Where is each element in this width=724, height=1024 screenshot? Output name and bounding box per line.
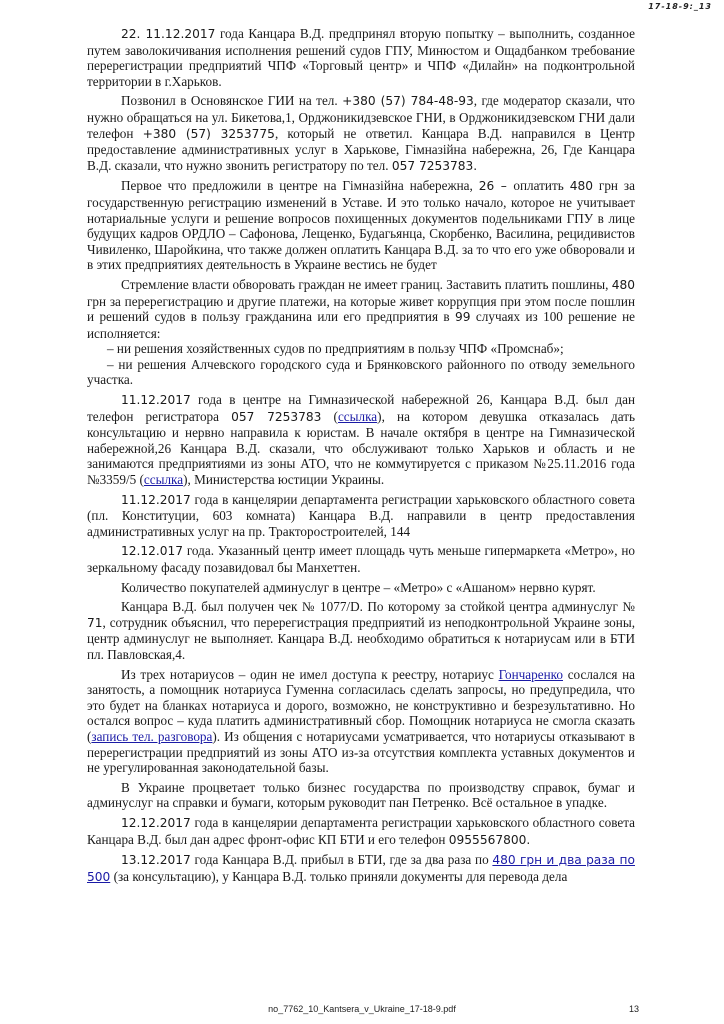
paragraph-phone-calls: Позвонил в Основянское ГИИ на тел. +380 (57) 784-48-93, где модератор сказали, что нужно обращаться на ул. Бикетова,1, Орджоникидзевское ГНИ, в Орджоникидзевском ГНИ дали телефон +380 (57) 3253775, который не ответил. Канцара В.Д. направился в Центр предоставление административных услуг в Харькове, Гімназійна набережна, 26, Где Канцара В.Д. сказали, что нужно звонить регистратору по тел. 057 7253783. [87, 93, 635, 173]
list-item: – ни решения Алчевского городского суда и Брянковского районного по отводу земельного участка. [87, 356, 635, 388]
paragraph-chancellery: 11.12.2017 года в канцелярии департамента регистрации харьковского областного совета (пл. Конституции, 603 комната) Канцара В.Д. направили в центр предоставления административных услуг на пр. Тракторостроителей, 144 [87, 491, 635, 539]
date-text: 22. 11.12.2017 [121, 27, 216, 41]
paragraph-notaries: Из трех нотариусов – один не имел доступа к реестру, нотариус Гончаренко сослался на занятость, а помощник нотариуса Гуменна согласилась сделать запросы, но предупредила, что это будет на бланках нотариуса и дорого, возможно, не конструктивно и безрезультативно. Но остался вопрос – куда платить административный сбор. Помощник нотариуса не смогла сказать (запись тел. разговора). Из общения с нотариусами усматривается, что нотариусы отказывают в перерегистрации предприятий из зоны АТО из-за отсутствия комплекта уставных документов и не урегулированная законодательной базы. [87, 666, 636, 776]
reference-link[interactable]: ссылка [337, 408, 378, 424]
paragraph-22: 22. 11.12.2017 года Канцара В.Д. предпринял вторую попытку – выполнить, созданное путем заволокичивания исполнения решений судов ГПУ, Минюстом и Ощадбанком требование перерегистрации предприятий ЧПФ «Торговый центр» и ЧПФ «Дилайн» на подконтрольной территории в г.Харьков. [87, 26, 635, 89]
reference-link-order[interactable]: ссылка [143, 472, 184, 488]
phone-number: +380 (57) 784-48-93 [342, 94, 474, 109]
footer-filename: no_7762_10_Kantsera_v_Ukraine_17-18-9.pdf [268, 1004, 456, 1014]
phone-record-link[interactable]: запись тел. разговора [91, 728, 213, 744]
paragraph-first-offer: Первое что предложили в центре на Гімназійна набережна, 26 – оплатить 480 грн за государственную регистрацию изменений в Уставе. И это только начало, которое не учитывает нотариальные услуги и решение вопросов похищенных документов подельниками ГПУ в лице будущих кадров ОРДЛО – Сафонова, Лещенко, Будагьянца, Скорбенко, Василина, рецидивистов Чивиленко, Шаройкина, что также должен оплатить Канцара В.Д. за то что его уже обворовали и в этих предприятиях деятельность в Украине вестись не будет [87, 178, 635, 273]
phone-number: 057 7253783. [391, 158, 478, 173]
paragraph-center: 12.12.017 года. Указанный центр имеет площадь чуть меньше гипермаркета «Метро», но зеркальному фасаду позавидовал бы Манхеттен. [87, 543, 635, 575]
fee-link[interactable]: 480 грн и два раза по 500 [87, 853, 635, 884]
list-item: – ни решения хозяйственных судов по предприятиям в пользу ЧПФ «Промснаб»; [107, 341, 564, 357]
paragraph-bti-address: 12.12.2017 года в канцелярии департамента регистрации харьковского областного совета Канцара В.Д. был дан адрес фронт-офис КП БТИ и его телефон 0955567800. [87, 814, 635, 847]
paragraph-receipt: Канцара В.Д. был получен чек № 1077/D. По которому за стойкой центра админуслуг № 71, сотрудник объяснил, что перерегистрация предприятий из неподконтрольной Украине зоны, центр админуслуг не выполняет. Канцара В.Д. необходимо обратиться к нотариусам или в БТИ пл. Павловская,4. [87, 599, 635, 662]
paragraph-fees: Стремление власти обворовать граждан не имеет границ. Заставить платить пошлины, 480 грн за перерегистрацию и другие платежи, на которые живет коррупция при этом после пошлин и решений судов в пользу гражданина или его предприятия в 99 случаях из 100 решение не исполняется: [87, 276, 635, 341]
phone-number: +380 (57) 3253775 [142, 126, 275, 141]
paragraph-registrar-call: 11.12.2017 года в центре на Гимназической набережной 26, Канцара В.Д. был дан телефон регистратора 057 7253783 (ссылка), на котором девушка отказалась дать консультацию и нервно направила к юристам. В начале октября в центре на Гимназической набережной,26 Канцара В.Д. сказали, что обслуживают только Харьков и область и не занимаются предприятиями из зоны АТО, что не коммутируется с приказом №25.11.2016 года №3359/5 (ссылка), Министерства юстиции Украины. [87, 392, 635, 488]
document-body [87, 26, 635, 889]
notary-link[interactable]: Гончаренко [498, 666, 563, 682]
footer-page-number: 13 [629, 1004, 640, 1014]
paragraph-customers: Количество покупателей админуслуг в центре – «Метро» с «Ашаном» нервно курят. [121, 579, 596, 595]
paragraph-bti-visit: 13.12.2017 года Канцара В.Д. прибыл в БТИ, где за два раза по 480 грн и два раза по 500 (за консультацию), у Канцара В.Д. только приняли документы для перевода дела [87, 852, 635, 884]
header-document-number: 17-18-9:_13 [648, 2, 712, 11]
paragraph-business: В Украине процветает только бизнес государства по производству справок, бумаг и админуслуг на справки и бумаги, которым руководит пан Петренко. Всё остальное в упадке. [87, 779, 635, 811]
